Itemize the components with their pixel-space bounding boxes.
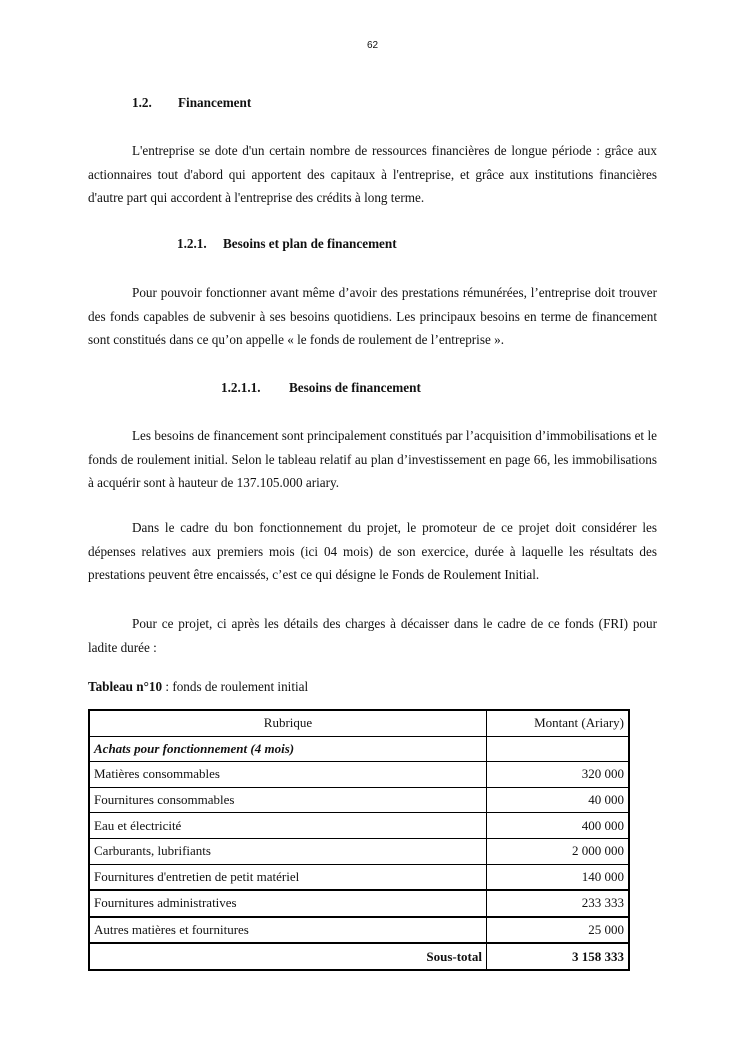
- table-row: [89, 787, 629, 813]
- header-montant: Montant (Ariary): [487, 710, 630, 736]
- row-amount: 140 000: [487, 864, 630, 890]
- row-amount: 2 000 000: [487, 838, 630, 864]
- section-number: 1.2.: [132, 95, 152, 110]
- subtotal-row: [89, 943, 629, 970]
- row-label: Eau et électricité: [89, 813, 487, 839]
- table-row: [89, 838, 629, 864]
- group-label: Achats pour fonctionnement (4 mois): [89, 736, 487, 762]
- table-row: [89, 864, 629, 890]
- subsubsection-title: Besoins de financement: [289, 380, 421, 395]
- row-label: Fournitures consommables: [89, 787, 487, 813]
- section-heading: [132, 95, 251, 111]
- table-number: Tableau n°10: [88, 679, 163, 694]
- section-title: Financement: [178, 95, 252, 110]
- row-label: Fournitures administratives: [89, 890, 487, 917]
- table-row: [89, 813, 629, 839]
- row-label: Carburants, lubrifiants: [89, 838, 487, 864]
- header-rubrique: Rubrique: [89, 710, 487, 736]
- table-title: : fonds de roulement initial: [162, 679, 309, 694]
- row-amount: 320 000: [487, 762, 630, 788]
- fonds-roulement-table: [88, 709, 630, 971]
- table-row: [89, 890, 629, 917]
- paragraph: Pour pouvoir fonctionner avant même d’avoir des prestations rémunérées, l’entreprise doit trouver des fonds capables de subvenir à ses besoins quotidiens. Les principaux besoins en terme de financement sont constitués dans ce qu’on appelle « le fonds de roulement de l’entreprise ».: [88, 285, 657, 348]
- paragraph: Dans le cadre du bon fonctionnement du projet, le promoteur de ce projet doit considérer les dépenses relatives aux premiers mois (ici 04 mois) de son exercice, durée à laquelle les résultats des prestations peuvent être encaissés, c’est ce qui désigne le Fonds de Roulement Initial.: [88, 520, 657, 583]
- paragraph: Les besoins de financement sont principalement constitués par l’acquisition d’immobilisations et le fonds de roulement initial. Selon le tableau relatif au plan d’investissement en page 66, les immobilisations à acquérir sont à hauteur de 137.105.000 ariary.: [88, 428, 657, 491]
- table-header-row: [89, 710, 629, 736]
- page-number: 62: [366, 40, 379, 51]
- table-row: [89, 762, 629, 788]
- subsection-title: Besoins et plan de financement: [223, 236, 397, 251]
- row-label: Fournitures d'entretien de petit matériel: [89, 864, 487, 890]
- row-label: Autres matières et fournitures: [89, 917, 487, 944]
- subsubsection-heading: [221, 380, 421, 396]
- subtotal-amount: 3 158 333: [487, 943, 630, 970]
- table-group-row: [89, 736, 629, 762]
- paragraph: Pour ce projet, ci après les détails des charges à décaisser dans le cadre de ce fonds (FRI) pour ladite durée :: [88, 616, 657, 655]
- row-amount: 400 000: [487, 813, 630, 839]
- subsubsection-number: 1.2.1.1.: [221, 380, 261, 395]
- group-amount: [487, 736, 630, 762]
- table-caption: [88, 679, 308, 695]
- row-amount: 25 000: [487, 917, 630, 944]
- row-amount: 40 000: [487, 787, 630, 813]
- table-row: [89, 917, 629, 944]
- row-amount: 233 333: [487, 890, 630, 917]
- paragraph: L'entreprise se dote d'un certain nombre de ressources financières de longue période : grâce aux actionnaires tout d'abord qui apportent des capitaux à l'entreprise, et grâce aux institutions financières d'autre part qui accordent à l'entreprise des crédits à long terme.: [88, 143, 657, 206]
- subsection-number: 1.2.1.: [177, 236, 207, 251]
- subtotal-label: Sous-total: [89, 943, 487, 970]
- row-label: Matières consommables: [89, 762, 487, 788]
- subsection-heading: [177, 236, 397, 252]
